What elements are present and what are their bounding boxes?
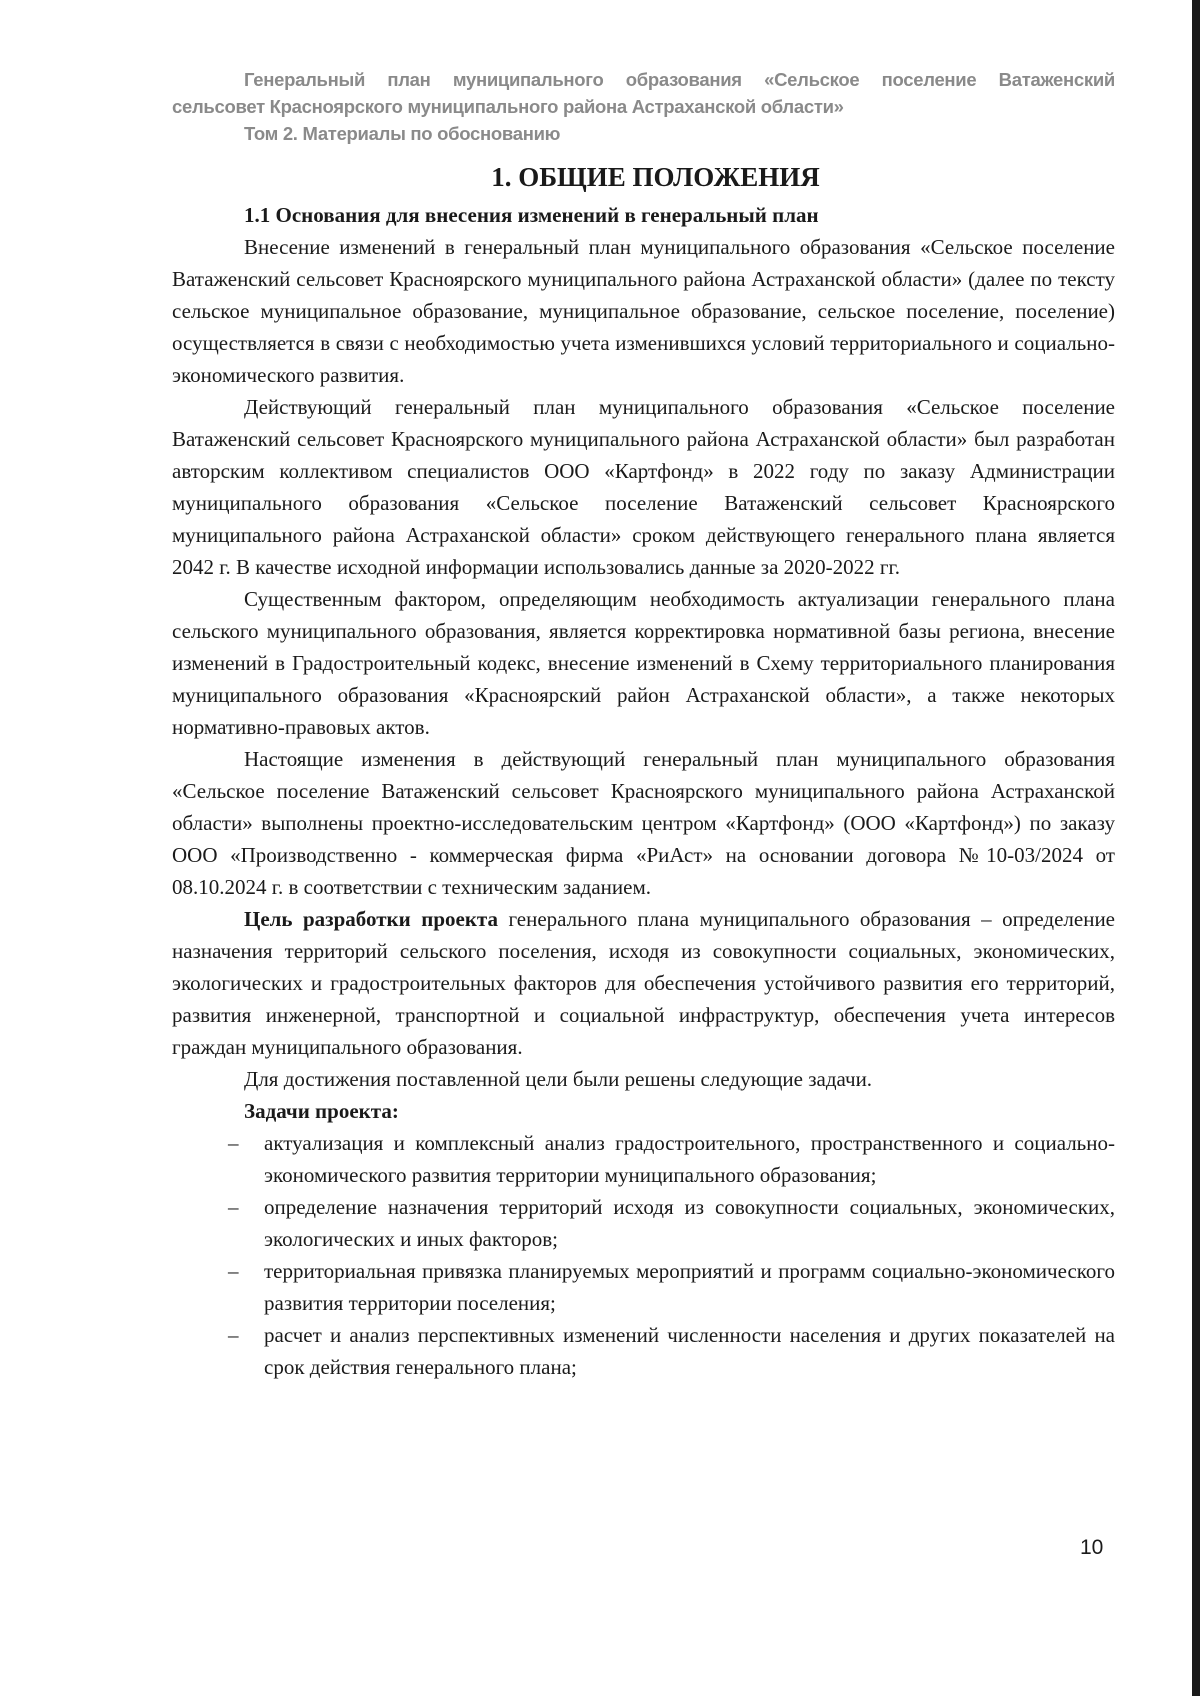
list-item bbox=[172, 1319, 1115, 1383]
task-list bbox=[172, 1127, 1115, 1383]
running-header-line-2: сельсовет Красноярского муниципального района Астраханской области» bbox=[172, 96, 844, 117]
paragraph-3: Существенным фактором, определяющим необходимость актуализации генерального плана сельского муниципального образования, является корректировка нормативной базы региона, внесение изменений в Градостроительный кодекс, внесение изменений в Схему территориального планирования муниципального образования «Красноярский район Астраханской области», а также некоторых нормативно-правовых актов. bbox=[172, 587, 1115, 739]
list-item-text: определение назначения территорий исходя из совокупности социальных, экономических, экологических и иных факторов; bbox=[264, 1195, 1115, 1251]
paragraph-2: Действующий генеральный план муниципального образования «Сельское поселение Ватаженский сельсовет Красноярского муниципального района Астраханской области» был разработан авторским коллективом специалистов ООО «Картфонд» в 2022 году по заказу Администрации муниципального образования «Сельское поселение Ватаженский сельсовет Красноярского муниципального района Астраханской области» сроком действующего генерального плана является 2042 г. В качестве исходной информации использовались данные за 2020-2022 гг. bbox=[172, 395, 1115, 579]
document-page bbox=[172, 66, 1115, 1383]
running-header-line-1: Генеральный план муниципального образования «Сельское поселение Ватаженский bbox=[244, 69, 1115, 90]
list-item bbox=[172, 1127, 1115, 1191]
project-goal-text: генерального плана муниципального образования – определение назначения территорий сельского поселения, исходя из совокупности социальных, экономических, экологических и градостроительных факторов для обеспечения устойчивого развития его территорий, развития инженерной, транспортной и социальной инфраструктур, обеспечения учета интересов граждан муниципального образования. bbox=[172, 907, 1115, 1059]
list-item-text: актуализация и комплексный анализ градостроительного, пространственного и социально-экономического развития территории муниципального образования; bbox=[264, 1131, 1115, 1187]
list-item-text: территориальная привязка планируемых мероприятий и программ социально-экономического развития территории поселения; bbox=[264, 1259, 1115, 1315]
project-goal-label: Цель разработки проекта bbox=[244, 907, 498, 931]
list-item bbox=[172, 1255, 1115, 1319]
dash-bullet: – bbox=[228, 1323, 239, 1347]
dash-bullet: – bbox=[228, 1259, 239, 1283]
list-item bbox=[172, 1191, 1115, 1255]
dash-bullet: – bbox=[228, 1131, 239, 1155]
paragraph-6: Для достижения поставленной цели были решены следующие задачи. bbox=[244, 1067, 873, 1091]
paragraph-5 bbox=[172, 903, 1115, 1063]
tasks-heading: Задачи проекта: bbox=[244, 1099, 399, 1123]
running-header-volume: Том 2. Материалы по обоснованию bbox=[244, 123, 561, 144]
dash-bullet: – bbox=[228, 1195, 239, 1219]
paragraph-4: Настоящие изменения в действующий генеральный план муниципального образования «Сельское поселение Ватаженский сельсовет Красноярского муниципального района Астраханской области» выполнены проектно-исследовательским центром «Картфонд» (ООО «Картфонд») по заказу ООО «Производственно - коммерческая фирма «РиАст» на основании договора №10-03/2024 от 08.10.2024 г. в соответствии с техническим заданием. bbox=[172, 747, 1115, 899]
subsection-title: 1.1 Основания для внесения изменений в генеральный план bbox=[244, 203, 819, 227]
section-title: 1. ОБЩИЕ ПОЛОЖЕНИЯ bbox=[491, 162, 820, 192]
running-header bbox=[172, 66, 1115, 147]
list-item-text: расчет и анализ перспективных изменений численности населения и других показателей на срок действия генерального плана; bbox=[264, 1323, 1115, 1379]
page-number: 10 bbox=[1080, 1536, 1104, 1559]
page-edge bbox=[1192, 0, 1200, 1696]
paragraph-1: Внесение изменений в генеральный план муниципального образования «Сельское поселение Ватаженский сельсовет Красноярского муниципального района Астраханской области» (далее по тексту сельское муниципальное образование, муниципальное образование, сельское поселение, поселение) осуществляется в связи с необходимостью учета изменившихся условий территориального и социально-экономического развития. bbox=[172, 235, 1115, 387]
